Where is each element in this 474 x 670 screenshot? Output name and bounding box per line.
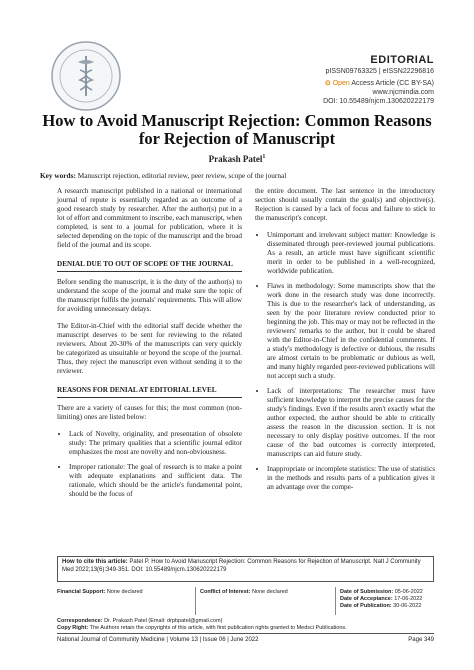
- list-item: • Flaws in methodology: Some manuscripts show that the work done in the research study was done incorrectly. This is due to the researcher's lack of understanding, as seen by the poor literature review conducted prior to beginning the job. This may or may not be reflected in the reviewers' remarks to the author, but it could be shared with the Editor-in-Chief in the confidential comments. If a study's methodology is defective or dubious, the results are almost certain to be problematic or dubious as well, and many highly regarded peer-reviewed publications will not accept such a study.: [267, 282, 435, 381]
- page-number: Page 349: [408, 637, 434, 643]
- acceptance-label: Date of Acceptance:: [340, 596, 393, 602]
- list-item: • Improper rationale: The goal of research is to make a point with adequate explanations and sufficient data. The rationale, which should be the article's fundamental point, should be the focus of: [69, 463, 242, 499]
- section-label: EDITORIAL: [370, 54, 434, 66]
- author-name-text: Prakash Patel: [208, 154, 263, 164]
- open-access-text: Access Article (CC BY-SA): [351, 80, 434, 87]
- intro-paragraph: A research manuscript published in a national or international journal of repute is essentially regarded as an outcome of a good research study by researcher. After the author(s) put in a lot of effort and commitment to inscribe, each manuscript, when completed, is sent to a journal for publication, where it is selected depending on the topic of the manuscript and the broad field of the journal and its scope.: [57, 187, 242, 249]
- issn-text: pISSN09763325 | eISSN22296816: [325, 68, 434, 75]
- conflict-value: None declared: [251, 589, 288, 595]
- footer-divider: [57, 633, 434, 634]
- keywords: [40, 171, 286, 180]
- citation-box: [57, 556, 434, 582]
- reasons-list-continued: [255, 231, 435, 492]
- submission-date: [340, 589, 434, 596]
- keywords-text: Manuscript rejection, editorial review, peer review, scope of the journal: [77, 171, 287, 180]
- correspondence-label: Correspondence:: [57, 618, 103, 624]
- publication-value: 30-06-2022: [393, 603, 422, 609]
- paragraph: There are a variety of causes for this; the most common (non-limiting) ones are listed below:: [57, 404, 242, 421]
- copyright: [57, 625, 434, 632]
- author-name: [40, 154, 434, 164]
- open-access-lock-icon: ⊙: [324, 80, 331, 87]
- open-access-word: Open: [332, 80, 350, 87]
- left-column: [57, 187, 242, 505]
- divider: [195, 587, 196, 615]
- copyright-text: The Authors retain the copyrights of this article, with first publication rights granted to Medsci Publications.: [89, 625, 347, 631]
- conflict-of-interest: [200, 589, 288, 596]
- list-item: • Lack of interpretations: The researcher must have sufficient knowledge to interpret the precise causes for the study's findings. Even if the results aren't exactly what the author expected, the author should be able to critically assess the reason in the discussion section. It is not necessary to only display positive outcomes. If the root cause of the bad outcomes is correctly interpreted, manuscripts can aid future study.: [267, 387, 435, 459]
- right-column: [255, 187, 435, 498]
- paragraph: Before sending the manuscript, it is the duty of the author(s) to understand the scope of the journal and make sure the topic of the manuscript fulfils the journals' requirements. This will allow for avoiding unnecessary delays.: [57, 278, 242, 313]
- citation-label: How to cite this article:: [62, 559, 128, 565]
- doi-text[interactable]: DOI: 10.55489/njcm.130620222179: [323, 98, 434, 105]
- title-line-1: How to Avoid Manuscript Rejection: Common Reasons: [42, 111, 432, 130]
- submission-value: 05-06-2022: [394, 589, 423, 595]
- publication-date: [340, 603, 434, 610]
- financial-support-value: None declared: [106, 589, 143, 595]
- conflict-label: Conflict of Interest:: [200, 589, 251, 595]
- article-title: [40, 112, 434, 148]
- citation-text: Patel P. How to Avoid Manuscript Rejection: Common Reasons for Rejection of Manuscript. Natl J Community Med 2022;13(6):349-351. DOI: 10.55489/njcm.130620222179: [62, 559, 421, 573]
- publication-label: Date of Publication:: [340, 603, 392, 609]
- reasons-list: [57, 430, 242, 499]
- list-item: • Inappropriate or incomplete statistics: The use of statistics in the methods and results parts of a publication gives it an advantage over the compe-: [267, 465, 435, 492]
- divider: [335, 587, 336, 615]
- footer-journal: National Journal of Community Medicine | Volume 13 | Issue 06 | June 2022: [57, 637, 259, 643]
- submission-label: Date of Submission:: [340, 589, 394, 595]
- website-link[interactable]: www.njcmindia.com: [372, 89, 434, 96]
- section-heading-editorial: REASONS FOR DENIAL AT EDITORIAL LEVEL: [57, 386, 242, 398]
- correspondence-block: [57, 618, 434, 632]
- financial-support: [57, 589, 143, 596]
- copyright-label: Copy Right:: [57, 625, 89, 631]
- journal-seal-logo: [50, 40, 122, 112]
- title-line-2: for Rejection of Manuscript: [138, 129, 336, 148]
- list-item: • Unimportant and irrelevant subject matter: Knowledge is disseminated through peer-reviewed journal publications. As a result, an article must have significant scientific merit in order to be published in a well-recognized, worldwide publication.: [267, 231, 435, 276]
- open-access-line: [325, 79, 434, 87]
- acceptance-date: [340, 596, 434, 603]
- acceptance-value: 17-06-2022: [394, 596, 423, 602]
- author-affiliation-sup: 1: [262, 154, 266, 160]
- keywords-label: Key words:: [40, 171, 76, 180]
- paragraph: the entire document. The last sentence in the introductory section should usually contain the goal(s) and objective(s). Rejection is caused by a lack of focus and failure to stick to the manuscript's concept.: [255, 187, 435, 222]
- dates-block: [340, 589, 434, 610]
- correspondence-text: Dr. Prakash Patel (Email: drpbpatel@gmail.com): [104, 618, 223, 624]
- list-item: • Lack of Novelty, originality, and presentation of obsolete study: The primary qualities that a scientific journal editor emphasizes the most are novelty and non-obviousness.: [69, 430, 242, 457]
- financial-support-label: Financial Support:: [57, 589, 106, 595]
- paragraph: The Editor-in-Chief with the editorial staff decide whether the manuscript deserves to be sent for reviewing to the related reviewers. About 20-30% of the manuscripts can very quickly be categorized as unsuitable or beyond the scope of the journal. Thus, they reject the manuscript even without sending it to the reviewer.: [57, 322, 242, 375]
- correspondence: [57, 618, 434, 625]
- section-heading-scope: DENIAL DUE TO OUT OF SCOPE OF THE JOURNAL: [57, 260, 242, 272]
